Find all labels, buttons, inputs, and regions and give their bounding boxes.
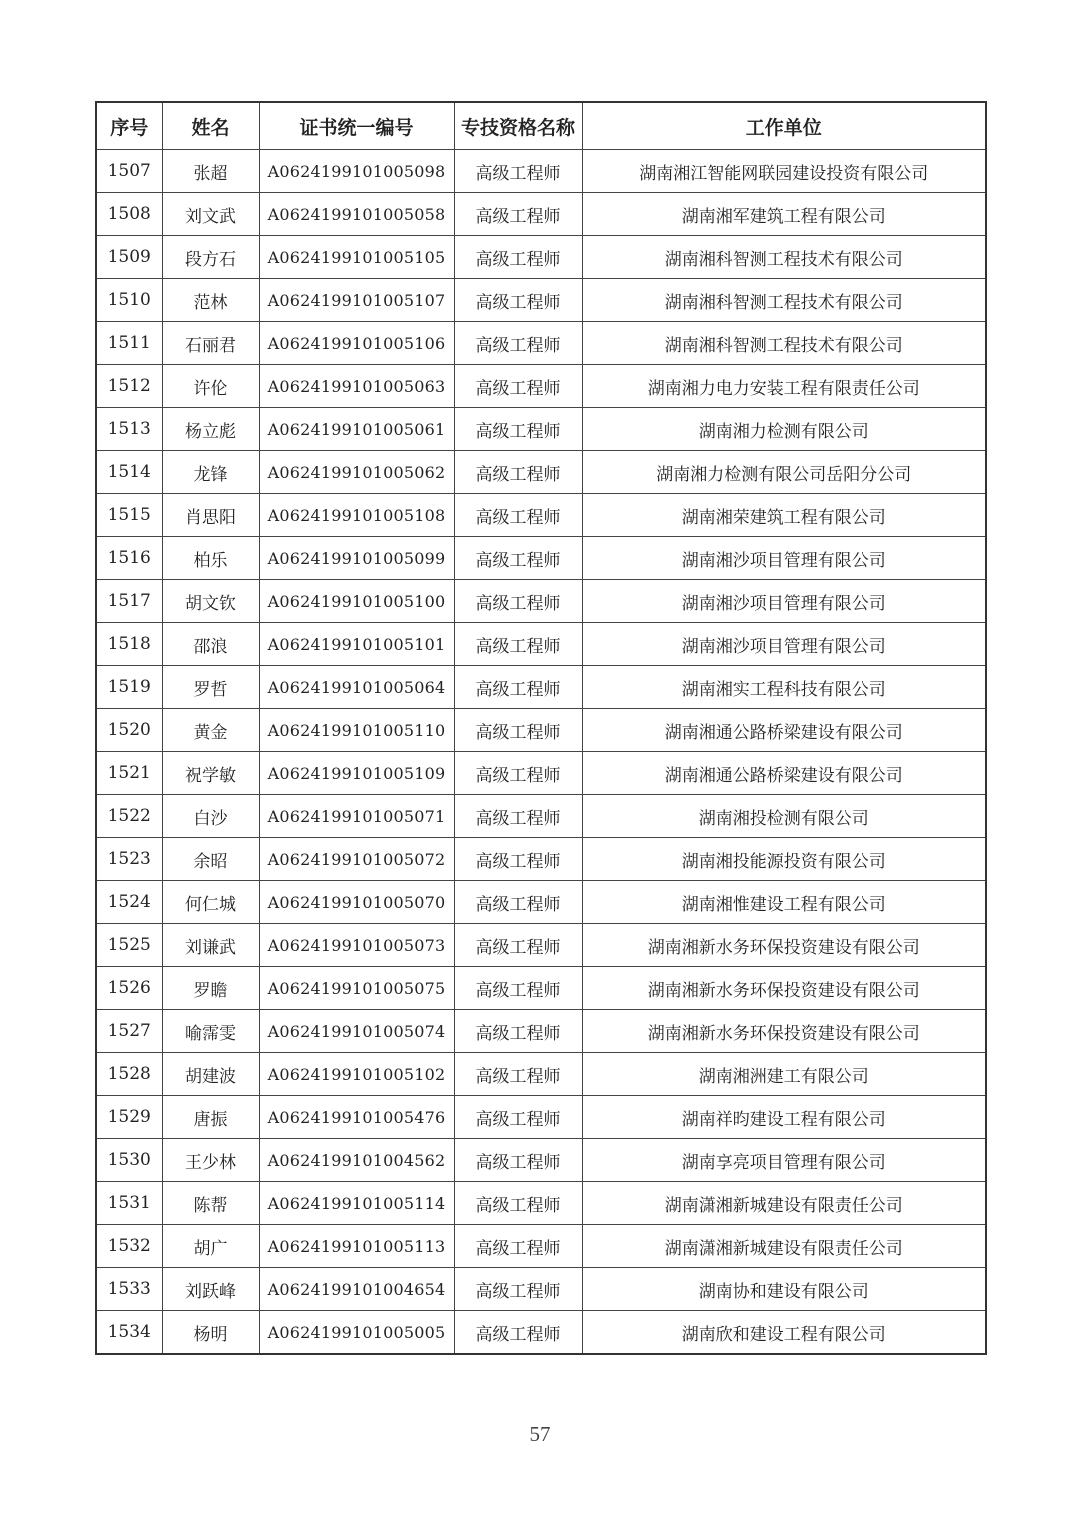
- cell-work-unit: 湖南湘通公路桥梁建设有限公司: [582, 752, 986, 795]
- cell-certificate-number: A0624199101005101: [259, 623, 454, 666]
- cell-name: 段方石: [162, 236, 259, 279]
- table-row: [96, 1311, 986, 1355]
- cell-qualification-title: 高级工程师: [454, 322, 582, 365]
- cell-work-unit: 湖南湘投检测有限公司: [582, 795, 986, 838]
- header-name: 姓名: [162, 102, 259, 150]
- cell-qualification-title: 高级工程师: [454, 365, 582, 408]
- table-row: [96, 666, 986, 709]
- cell-certificate-number: A0624199101005108: [259, 494, 454, 537]
- cell-work-unit: 湖南湘通公路桥梁建设有限公司: [582, 709, 986, 752]
- cell-work-unit: 湖南湘科智测工程技术有限公司: [582, 279, 986, 322]
- cell-serial-number: 1522: [96, 795, 162, 838]
- cell-certificate-number: A0624199101005107: [259, 279, 454, 322]
- cell-qualification-title: 高级工程师: [454, 279, 582, 322]
- table-row: [96, 881, 986, 924]
- cell-serial-number: 1529: [96, 1096, 162, 1139]
- cell-name: 罗哲: [162, 666, 259, 709]
- cell-qualification-title: 高级工程师: [454, 537, 582, 580]
- cell-name: 邵浪: [162, 623, 259, 666]
- cell-work-unit: 湖南潇湘新城建设有限责任公司: [582, 1225, 986, 1268]
- cell-certificate-number: A0624199101005106: [259, 322, 454, 365]
- cell-qualification-title: 高级工程师: [454, 494, 582, 537]
- cell-name: 杨立彪: [162, 408, 259, 451]
- table-row: [96, 236, 986, 279]
- cell-certificate-number: A0624199101005098: [259, 150, 454, 193]
- table-row: [96, 537, 986, 580]
- cell-serial-number: 1523: [96, 838, 162, 881]
- cell-qualification-title: 高级工程师: [454, 1225, 582, 1268]
- cell-serial-number: 1509: [96, 236, 162, 279]
- cell-work-unit: 湖南协和建设有限公司: [582, 1268, 986, 1311]
- cell-qualification-title: 高级工程师: [454, 1053, 582, 1096]
- cell-serial-number: 1518: [96, 623, 162, 666]
- cell-qualification-title: 高级工程师: [454, 1182, 582, 1225]
- table-row: [96, 494, 986, 537]
- cell-qualification-title: 高级工程师: [454, 881, 582, 924]
- cell-name: 龙锋: [162, 451, 259, 494]
- cell-certificate-number: A0624199101005113: [259, 1225, 454, 1268]
- cell-name: 陈帮: [162, 1182, 259, 1225]
- table-row: [96, 193, 986, 236]
- cell-serial-number: 1532: [96, 1225, 162, 1268]
- table-row: [96, 408, 986, 451]
- cell-qualification-title: 高级工程师: [454, 1311, 582, 1355]
- cell-certificate-number: A0624199101005062: [259, 451, 454, 494]
- cell-serial-number: 1510: [96, 279, 162, 322]
- cell-certificate-number: A0624199101005476: [259, 1096, 454, 1139]
- table-row: [96, 838, 986, 881]
- table-row: [96, 924, 986, 967]
- cell-work-unit: 湖南湘科智测工程技术有限公司: [582, 236, 986, 279]
- cell-work-unit: 湖南湘惟建设工程有限公司: [582, 881, 986, 924]
- cell-qualification-title: 高级工程师: [454, 967, 582, 1010]
- cell-certificate-number: A0624199101005100: [259, 580, 454, 623]
- cell-work-unit: 湖南湘力检测有限公司: [582, 408, 986, 451]
- header-serial-number: 序号: [96, 102, 162, 150]
- cell-certificate-number: A0624199101005109: [259, 752, 454, 795]
- table-row: [96, 279, 986, 322]
- cell-name: 胡文钦: [162, 580, 259, 623]
- cell-work-unit: 湖南湘实工程科技有限公司: [582, 666, 986, 709]
- cell-qualification-title: 高级工程师: [454, 408, 582, 451]
- cell-work-unit: 湖南湘力电力安装工程有限责任公司: [582, 365, 986, 408]
- cell-certificate-number: A0624199101004562: [259, 1139, 454, 1182]
- table-row: [96, 709, 986, 752]
- table-row: [96, 795, 986, 838]
- table-row: [96, 1010, 986, 1053]
- cell-name: 王少林: [162, 1139, 259, 1182]
- cell-certificate-number: A0624199101005075: [259, 967, 454, 1010]
- cell-name: 唐振: [162, 1096, 259, 1139]
- cell-work-unit: 湖南湘沙项目管理有限公司: [582, 537, 986, 580]
- table-row: [96, 1139, 986, 1182]
- cell-work-unit: 湖南祥昀建设工程有限公司: [582, 1096, 986, 1139]
- cell-name: 张超: [162, 150, 259, 193]
- cell-work-unit: 湖南湘科智测工程技术有限公司: [582, 322, 986, 365]
- cell-work-unit: 湖南湘沙项目管理有限公司: [582, 580, 986, 623]
- cell-qualification-title: 高级工程师: [454, 451, 582, 494]
- table-row: [96, 1096, 986, 1139]
- cell-certificate-number: A0624199101004654: [259, 1268, 454, 1311]
- cell-serial-number: 1534: [96, 1311, 162, 1355]
- cell-name: 肖思阳: [162, 494, 259, 537]
- cell-serial-number: 1514: [96, 451, 162, 494]
- cell-name: 喻霈雯: [162, 1010, 259, 1053]
- cell-serial-number: 1515: [96, 494, 162, 537]
- table-row: [96, 1225, 986, 1268]
- cell-serial-number: 1528: [96, 1053, 162, 1096]
- cell-serial-number: 1511: [96, 322, 162, 365]
- cell-qualification-title: 高级工程师: [454, 623, 582, 666]
- cell-qualification-title: 高级工程师: [454, 666, 582, 709]
- cell-serial-number: 1517: [96, 580, 162, 623]
- cell-serial-number: 1521: [96, 752, 162, 795]
- table-row: [96, 752, 986, 795]
- cell-name: 胡广: [162, 1225, 259, 1268]
- table-row: [96, 967, 986, 1010]
- cell-name: 范林: [162, 279, 259, 322]
- cell-certificate-number: A0624199101005074: [259, 1010, 454, 1053]
- cell-work-unit: 湖南湘新水务环保投资建设有限公司: [582, 924, 986, 967]
- cell-work-unit: 湖南潇湘新城建设有限责任公司: [582, 1182, 986, 1225]
- cell-work-unit: 湖南湘投能源投资有限公司: [582, 838, 986, 881]
- cell-certificate-number: A0624199101005102: [259, 1053, 454, 1096]
- cell-serial-number: 1525: [96, 924, 162, 967]
- table-row: [96, 580, 986, 623]
- table-row: [96, 1053, 986, 1096]
- cell-certificate-number: A0624199101005058: [259, 193, 454, 236]
- cell-name: 胡建波: [162, 1053, 259, 1096]
- cell-serial-number: 1507: [96, 150, 162, 193]
- cell-qualification-title: 高级工程师: [454, 1139, 582, 1182]
- cell-qualification-title: 高级工程师: [454, 795, 582, 838]
- cell-qualification-title: 高级工程师: [454, 838, 582, 881]
- cell-name: 罗瞻: [162, 967, 259, 1010]
- cell-serial-number: 1524: [96, 881, 162, 924]
- cell-certificate-number: A0624199101005110: [259, 709, 454, 752]
- cell-work-unit: 湖南湘军建筑工程有限公司: [582, 193, 986, 236]
- cell-work-unit: 湖南湘江智能网联园建设投资有限公司: [582, 150, 986, 193]
- cell-name: 刘跃峰: [162, 1268, 259, 1311]
- cell-serial-number: 1516: [96, 537, 162, 580]
- table-row: [96, 623, 986, 666]
- cell-certificate-number: A0624199101005073: [259, 924, 454, 967]
- page-number: 57: [529, 1422, 551, 1446]
- cell-certificate-number: A0624199101005070: [259, 881, 454, 924]
- cell-qualification-title: 高级工程师: [454, 709, 582, 752]
- cell-work-unit: 湖南享亮项目管理有限公司: [582, 1139, 986, 1182]
- cell-qualification-title: 高级工程师: [454, 1096, 582, 1139]
- table-row: [96, 451, 986, 494]
- cell-serial-number: 1527: [96, 1010, 162, 1053]
- cell-certificate-number: A0624199101005099: [259, 537, 454, 580]
- cell-qualification-title: 高级工程师: [454, 924, 582, 967]
- table-row: [96, 1268, 986, 1311]
- cell-serial-number: 1508: [96, 193, 162, 236]
- cell-work-unit: 湖南欣和建设工程有限公司: [582, 1311, 986, 1355]
- cell-name: 祝学敏: [162, 752, 259, 795]
- cell-qualification-title: 高级工程师: [454, 1010, 582, 1053]
- table-row: [96, 365, 986, 408]
- table-body: [96, 150, 986, 1355]
- cell-name: 杨明: [162, 1311, 259, 1355]
- cell-name: 何仁城: [162, 881, 259, 924]
- cell-certificate-number: A0624199101005063: [259, 365, 454, 408]
- cell-name: 石丽君: [162, 322, 259, 365]
- cell-work-unit: 湖南湘沙项目管理有限公司: [582, 623, 986, 666]
- cell-work-unit: 湖南湘力检测有限公司岳阳分公司: [582, 451, 986, 494]
- cell-name: 刘文武: [162, 193, 259, 236]
- table-header-row: [96, 102, 986, 150]
- header-work-unit: 工作单位: [582, 102, 986, 150]
- cell-qualification-title: 高级工程师: [454, 193, 582, 236]
- cell-work-unit: 湖南湘新水务环保投资建设有限公司: [582, 967, 986, 1010]
- cell-serial-number: 1530: [96, 1139, 162, 1182]
- cell-serial-number: 1512: [96, 365, 162, 408]
- table-row: [96, 1182, 986, 1225]
- cell-serial-number: 1520: [96, 709, 162, 752]
- cell-name: 白沙: [162, 795, 259, 838]
- header-qualification-title: 专技资格名称: [454, 102, 582, 150]
- cell-certificate-number: A0624199101005061: [259, 408, 454, 451]
- cell-certificate-number: A0624199101005005: [259, 1311, 454, 1355]
- cell-serial-number: 1531: [96, 1182, 162, 1225]
- cell-qualification-title: 高级工程师: [454, 752, 582, 795]
- cell-name: 刘谦武: [162, 924, 259, 967]
- cell-serial-number: 1533: [96, 1268, 162, 1311]
- cell-qualification-title: 高级工程师: [454, 1268, 582, 1311]
- cell-name: 柏乐: [162, 537, 259, 580]
- cell-qualification-title: 高级工程师: [454, 580, 582, 623]
- cell-certificate-number: A0624199101005072: [259, 838, 454, 881]
- header-certificate-number: 证书统一编号: [259, 102, 454, 150]
- cell-name: 黄金: [162, 709, 259, 752]
- cell-serial-number: 1513: [96, 408, 162, 451]
- cell-qualification-title: 高级工程师: [454, 236, 582, 279]
- cell-work-unit: 湖南湘洲建工有限公司: [582, 1053, 986, 1096]
- cell-name: 余昭: [162, 838, 259, 881]
- cell-certificate-number: A0624199101005064: [259, 666, 454, 709]
- cell-certificate-number: A0624199101005114: [259, 1182, 454, 1225]
- cell-work-unit: 湖南湘荣建筑工程有限公司: [582, 494, 986, 537]
- cell-certificate-number: A0624199101005071: [259, 795, 454, 838]
- cell-serial-number: 1526: [96, 967, 162, 1010]
- qualification-table: [95, 101, 987, 1355]
- cell-name: 许伦: [162, 365, 259, 408]
- cell-work-unit: 湖南湘新水务环保投资建设有限公司: [582, 1010, 986, 1053]
- cell-certificate-number: A0624199101005105: [259, 236, 454, 279]
- table-row: [96, 150, 986, 193]
- table-row: [96, 322, 986, 365]
- cell-qualification-title: 高级工程师: [454, 150, 582, 193]
- cell-serial-number: 1519: [96, 666, 162, 709]
